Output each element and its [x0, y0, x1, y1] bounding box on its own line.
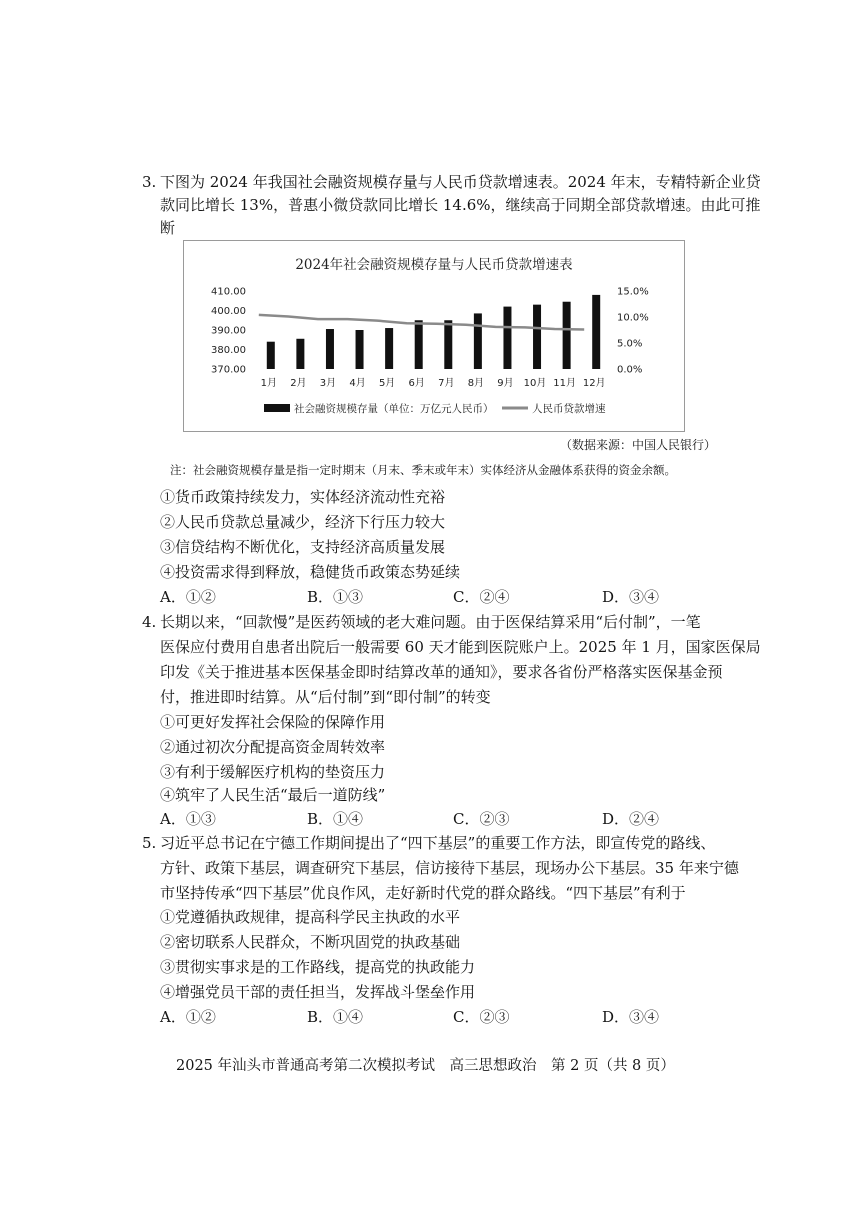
x-tick-label: 4月	[349, 378, 366, 389]
q3-option-a: A．①②	[160, 588, 216, 606]
chart-title: 2024年社会融资规模存量与人民币贷款增速表	[295, 257, 573, 273]
data-source: （数据来源：中国人民银行）	[560, 438, 717, 452]
y-left-tick-label: 390.00	[211, 325, 246, 337]
x-tick-label: 6月	[408, 378, 425, 389]
y-right-tick-label: 10.0%	[617, 312, 649, 324]
question-5-line-3: 市坚持传承“四下基层”优良作风，走好新时代党的群众路线。“四下基层”有利于	[160, 884, 686, 902]
q4-statement-1: ①可更好发挥社会保险的保障作用	[160, 713, 386, 731]
y-left-tick-label: 380.00	[211, 345, 246, 356]
chart-bar	[267, 342, 275, 369]
q5-option-a: A．①②	[160, 1008, 216, 1026]
q4-option-d: D．②④	[602, 810, 660, 828]
q3-option-d: D．③④	[602, 588, 660, 606]
q3-statement-1: ①货币政策持续发力，实体经济流动性充裕	[160, 488, 446, 506]
question-4-line-2: 医保应付费用自患者出院后一般需要 60 天才能到医院账户上。2025 年 1 月，国家医保局	[160, 638, 761, 656]
x-tick-label: 5月	[378, 378, 396, 389]
y-left-tick-label: 410.00	[211, 286, 246, 298]
q3-option-b: B．①③	[307, 588, 364, 606]
legend-label-bar: 社会融资规模存量（单位：万亿元人民币）	[294, 403, 494, 415]
question-4-line-1: 长期以来，“回款慢”是医药领域的老大难问题。由于医保结算采用“后付制”，一笔	[160, 613, 701, 631]
y-right-tick-label: 5.0%	[617, 338, 643, 350]
x-tick-label: 10月	[523, 378, 547, 389]
x-tick-label: 7月	[438, 378, 455, 389]
x-tick-label: 11月	[553, 378, 576, 389]
chart-bar	[592, 295, 600, 369]
q4-option-b: B．①④	[307, 810, 364, 828]
q5-option-d: D．③④	[602, 1008, 660, 1026]
q5-statement-3: ③贯彻实事求是的工作路线，提高党的执政能力	[160, 958, 476, 976]
q5-statement-4: ④增强党员干部的责任担当，发挥战斗堡垒作用	[160, 983, 476, 1001]
chart-bar	[356, 330, 364, 369]
page-footer: 2025 年汕头市普通高考第二次模拟考试 高三思想政治 第 2 页（共 8 页）	[176, 1058, 675, 1074]
question-4-line-3: 印发《关于推进基本医保基金即时结算改革的通知》，要求各省份严格落实医保基金预	[160, 663, 723, 681]
x-tick-label: 9月	[497, 378, 514, 389]
question-3-line-1: 下图为 2024 年我国社会融资规模存量与人民币贷款增速表。2024 年末，专精特新企业贷	[160, 173, 761, 191]
q3-statement-3: ③信贷结构不断优化，支持经济高质量发展	[160, 538, 446, 556]
y-left-tick-label: 370.00	[211, 364, 246, 376]
y-right-tick-label: 0.0%	[617, 364, 643, 376]
chart-container	[183, 240, 685, 432]
chart-bar	[474, 313, 482, 369]
x-tick-label: 2月	[290, 378, 307, 389]
question-3-line-3: 断	[160, 219, 176, 237]
q3-statement-2: ②人民币贷款总量减少，经济下行压力较大	[160, 513, 446, 531]
q5-option-b: B．①④	[307, 1008, 364, 1026]
chart-bar	[385, 328, 393, 369]
chart-bar	[415, 320, 423, 369]
chart-bar	[503, 307, 511, 369]
legend-label-line: 人民币贷款增速	[532, 403, 606, 415]
q4-option-c: C．②③	[453, 810, 510, 828]
y-left-tick-label: 400.00	[211, 306, 246, 317]
y-right-tick-label: 15.0%	[617, 286, 649, 298]
q4-statement-2: ②通过初次分配提高资金周转效率	[160, 738, 386, 756]
question-4-line-4: 付，推进即时结算。从“后付制”到“即付制”的转变	[160, 688, 491, 706]
q4-statement-3: ③有利于缓解医疗机构的垫资压力	[160, 763, 386, 781]
question-5-line-2: 方针、政策下基层，调查研究下基层，信访接待下基层，现场办公下基层。35 年来宁德	[160, 859, 739, 877]
q4-option-a: A．①③	[160, 810, 216, 828]
q3-option-c: C．②④	[453, 588, 510, 606]
chart-bar	[563, 302, 571, 369]
question-4-number: 4.	[142, 613, 157, 631]
q5-statement-2: ②密切联系人民群众，不断巩固党的执政基础	[160, 933, 461, 951]
q3-statement-4: ④投资需求得到释放，稳健货币政策态势延续	[160, 563, 461, 581]
question-3-line-2: 款同比增长 13%，普惠小微贷款同比增长 14.6%，继续高于同期全部贷款增速。由此可推	[160, 196, 761, 214]
chart-note: 注：社会融资规模存量是指一定时期末（月末、季末或年末）实体经济从金融体系获得的资金余额。	[170, 463, 676, 477]
q5-option-c: C．②③	[453, 1008, 510, 1026]
x-tick-label: 8月	[467, 378, 485, 389]
question-5-line-1: 习近平总书记在宁德工作期间提出了“四下基层”的重要工作方法，即宣传党的路线、	[160, 834, 716, 852]
q4-statement-4: ④筑牢了人民生活“最后一道防线”	[160, 786, 386, 804]
question-5-number: 5.	[142, 834, 157, 852]
question-3-number: 3.	[142, 173, 157, 191]
x-tick-label: 1月	[260, 378, 277, 389]
x-tick-label: 12月	[582, 378, 606, 389]
q5-statement-1: ①党遵循执政规律，提高科学民主执政的水平	[160, 908, 461, 926]
chart-bar	[326, 329, 334, 369]
chart-bar	[533, 305, 541, 369]
chart-bar	[444, 320, 452, 369]
x-tick-label: 3月	[319, 378, 337, 389]
legend-swatch-bar	[264, 404, 290, 412]
chart-bar	[296, 339, 304, 369]
chart-svg	[184, 241, 684, 431]
